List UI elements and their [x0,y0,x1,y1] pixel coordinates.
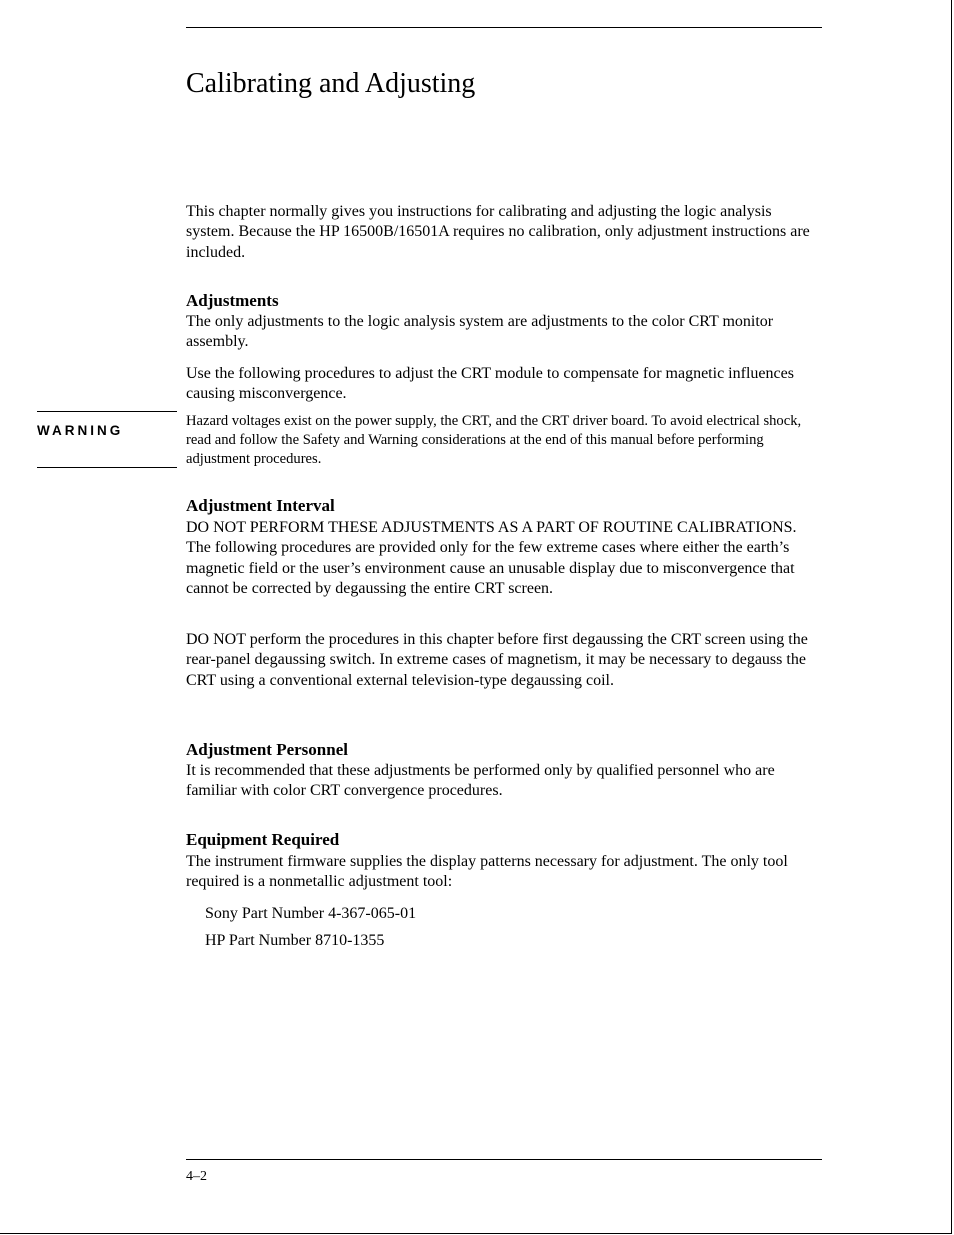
intro-paragraph: This chapter normally gives you instructions for calibrating and adjusting the logic analysis system. Because the HP 16500B/16501A requires no calibration, only adjustment instructions are included. [186,203,810,261]
adjustments-paragraph-1: The only adjustments to the logic analysis system are adjustments to the color CRT monitor assembly. [186,313,774,351]
equipment-paragraph: The instrument firmware supplies the display patterns necessary for adjustment. The only tool required is a nonmetallic adjustment tool: [186,853,788,891]
part-number-hp: HP Part Number 8710-1355 [205,932,385,949]
adjustments-heading: Adjustments [186,291,279,310]
part-number-sony: Sony Part Number 4-367-065-01 [205,905,417,922]
adjustments-paragraph-2: Use the following procedures to adjust the CRT module to compensate for magnetic influences causing misconvergence. [186,365,794,403]
personnel-heading: Adjustment Personnel [186,740,348,759]
header-rule [186,27,822,28]
interval-heading: Adjustment Interval [186,496,335,515]
personnel-paragraph: It is recommended that these adjustments be performed only by qualified personnel who are familiar with color CRT convergence procedures. [186,762,775,800]
footer-rule [186,1159,822,1160]
interval-paragraph-2: DO NOT perform the procedures in this chapter before first degaussing the CRT screen using the rear-panel degaussing switch. In extreme cases of magnetism, it may be necessary to degauss the CRT using a conventional external television-type degaussing coil. [186,631,808,689]
page-title: Calibrating and Adjusting [186,68,476,99]
page-border-bottom [0,1233,952,1234]
warning-bottom-rule [37,467,177,468]
warning-label: WARNING [37,423,124,438]
page-number: 4–2 [186,1169,207,1184]
interval-paragraph-1: DO NOT PERFORM THESE ADJUSTMENTS AS A PART OF ROUTINE CALIBRATIONS. The following procedures are provided only for the few extreme cases where either the earth’s magnetic field or the user’s environment cause an unusable display due to misconvergence that cannot be corrected by degaussing the entire CRT screen. [186,519,797,598]
page-border-right [951,0,952,1234]
warning-text: Hazard voltages exist on the power supply, the CRT, and the CRT driver board. To avoid electrical shock, read and follow the Safety and Warning considerations at the end of this manual before performing adjustment procedures. [186,413,802,467]
equipment-heading: Equipment Required [186,830,340,849]
warning-top-rule [37,411,177,412]
